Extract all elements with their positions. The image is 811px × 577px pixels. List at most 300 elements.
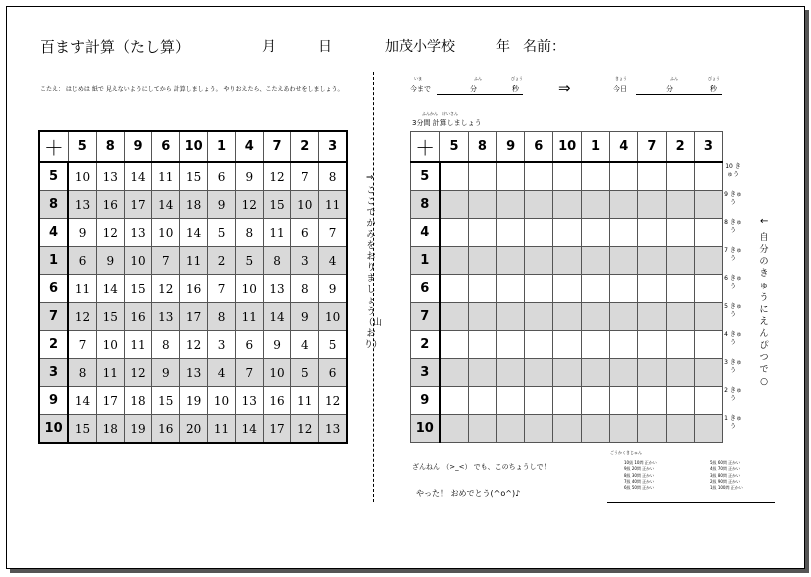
ranking-entry: 2級 90問 正かい (710, 478, 741, 484)
answer-cell: 10 (96, 331, 124, 359)
answer-cell: 6 (235, 331, 263, 359)
score-level: 9 きゅう (724, 191, 742, 206)
answer-input-cell[interactable] (694, 247, 722, 275)
score-level: 10 きゅう (725, 163, 741, 178)
answer-cell: 11 (68, 275, 96, 303)
answer-cell: 8 (68, 359, 96, 387)
row-header: 4 (411, 219, 440, 247)
ranking-underline (607, 502, 775, 503)
answer-input-cell[interactable] (440, 162, 469, 191)
answer-cell: 15 (124, 275, 152, 303)
answer-cell: 10 (319, 303, 347, 331)
score-level: 8 きゅう (724, 219, 742, 234)
answer-cell: 9 (96, 247, 124, 275)
answer-cell: 8 (291, 275, 319, 303)
answer-cell: 10 (124, 247, 152, 275)
answer-input-cell[interactable] (638, 275, 666, 303)
answer-input-cell[interactable] (440, 191, 469, 219)
answer-input-cell[interactable] (553, 247, 582, 275)
answer-cell: 9 (68, 219, 96, 247)
answer-input-cell[interactable] (497, 331, 525, 359)
name-label: 名前： (523, 39, 565, 55)
answer-input-cell[interactable] (525, 219, 553, 247)
row-header: 5 (411, 162, 440, 191)
score-level: 3 きゅう (724, 359, 742, 374)
answer-input-cell[interactable] (581, 415, 609, 443)
ranking-entry: 1級 100問 正かい (710, 485, 743, 491)
answer-input-cell[interactable] (497, 303, 525, 331)
score-level: 7 きゅう (724, 247, 742, 262)
ranking-list-right (710, 460, 743, 491)
answer-cell: 3 (208, 331, 236, 359)
answer-input-cell[interactable] (440, 275, 469, 303)
answer-input-cell[interactable] (468, 359, 496, 387)
answer-cell: 15 (152, 387, 180, 415)
answer-input-cell[interactable] (553, 387, 582, 415)
answer-input-cell[interactable] (610, 275, 638, 303)
answer-input-cell[interactable] (638, 247, 666, 275)
row-header: 2 (39, 331, 68, 359)
answer-input-cell[interactable] (525, 162, 553, 191)
answer-input-cell[interactable] (666, 303, 694, 331)
answer-cell: 12 (235, 191, 263, 219)
answer-cell: 2 (208, 247, 236, 275)
answer-input-cell[interactable] (638, 303, 666, 331)
answer-input-cell[interactable] (581, 162, 609, 191)
answer-input-cell[interactable] (497, 415, 525, 443)
answer-cell: 12 (291, 415, 319, 444)
column-header: 9 (497, 132, 525, 163)
row-header: 3 (411, 359, 440, 387)
answer-input-cell[interactable] (610, 162, 638, 191)
column-header: 7 (263, 131, 291, 162)
answer-input-cell[interactable] (610, 219, 638, 247)
answer-input-cell[interactable] (666, 162, 694, 191)
answer-cell: 17 (180, 303, 208, 331)
row-header: 2 (411, 331, 440, 359)
answer-input-cell[interactable] (694, 191, 722, 219)
ranking-entry: 3級 80問 正かい (710, 472, 741, 478)
answer-input-cell[interactable] (497, 275, 525, 303)
answer-cell: 13 (180, 359, 208, 387)
answer-input-cell[interactable] (553, 415, 582, 443)
answer-cell: 11 (96, 359, 124, 387)
day-label: 日 (318, 39, 332, 55)
answer-input-cell[interactable] (610, 191, 638, 219)
answer-input-cell[interactable] (581, 247, 609, 275)
answer-cell: 11 (263, 219, 291, 247)
answer-grid-row (39, 275, 347, 303)
answer-cell: 8 (319, 162, 347, 191)
answer-grid-row (39, 359, 347, 387)
today-ruby: きょう (615, 76, 627, 81)
answer-input-cell[interactable] (638, 331, 666, 359)
answer-cell: 16 (124, 303, 152, 331)
answer-cell: 18 (124, 387, 152, 415)
answer-input-cell[interactable] (666, 387, 694, 415)
practice-grid-row (411, 275, 723, 303)
answer-cell: 19 (124, 415, 152, 444)
answer-input-cell[interactable] (497, 359, 525, 387)
answer-input-cell[interactable] (638, 191, 666, 219)
score-level: 6 きゅう (724, 275, 742, 290)
answer-cell: 12 (180, 331, 208, 359)
answer-input-cell[interactable] (694, 162, 722, 191)
seconds-ruby-1: びょう (511, 76, 523, 81)
answer-input-cell[interactable] (468, 415, 496, 443)
score-level: 1 きゅう (724, 415, 742, 430)
answer-grid (38, 130, 348, 444)
practice-grid-header-row (411, 132, 723, 163)
practice-grid-row (411, 247, 723, 275)
ranking-entry: 6級 50問 正かい (624, 485, 655, 491)
answer-cell: 13 (124, 219, 152, 247)
answer-input-cell[interactable] (666, 331, 694, 359)
answer-cell: 14 (235, 415, 263, 444)
answer-cell: 10 (291, 191, 319, 219)
row-header: 5 (39, 162, 68, 191)
column-header: 6 (525, 132, 553, 163)
double-arrow-icon: ⇒ (558, 79, 571, 97)
fold-instruction: ここで かみを おりましょう （山おり） (364, 186, 383, 350)
answer-cell: 8 (263, 247, 291, 275)
answer-cell: 9 (263, 331, 291, 359)
row-header: 1 (39, 247, 68, 275)
answer-input-cell[interactable] (581, 303, 609, 331)
answer-input-cell[interactable] (553, 162, 582, 191)
answer-input-cell[interactable] (610, 247, 638, 275)
answer-input-cell[interactable] (468, 219, 496, 247)
year-label: 年 (496, 39, 510, 55)
answer-input-cell[interactable] (638, 162, 666, 191)
answer-input-cell[interactable] (694, 275, 722, 303)
answer-input-cell[interactable] (666, 247, 694, 275)
instructions: こたえ： はじめは 紙で 見えないようにしてから 計算しましょう。 やりおえたら、こたえあわせをしましょう。 (40, 86, 344, 93)
left-arrow-icon: ← (760, 216, 769, 227)
answer-grid-row (39, 162, 347, 191)
answer-input-cell[interactable] (525, 331, 553, 359)
column-header: 5 (68, 131, 96, 162)
answer-cell: 9 (208, 191, 236, 219)
answer-grid-header-row (39, 131, 347, 162)
until-now-ruby: いま (414, 76, 422, 81)
answer-input-cell[interactable] (666, 219, 694, 247)
answer-grid-row (39, 219, 347, 247)
row-header: 3 (39, 359, 68, 387)
row-header: 8 (39, 191, 68, 219)
answer-input-cell[interactable] (581, 275, 609, 303)
answer-input-cell[interactable] (638, 359, 666, 387)
answer-cell: 7 (68, 331, 96, 359)
answer-cell: 7 (235, 359, 263, 387)
row-header: 9 (39, 387, 68, 415)
answer-cell: 19 (180, 387, 208, 415)
answer-input-cell[interactable] (525, 247, 553, 275)
answer-cell: 3 (291, 247, 319, 275)
answer-cell: 12 (96, 219, 124, 247)
answer-input-cell[interactable] (610, 387, 638, 415)
row-header: 10 (411, 415, 440, 443)
answer-cell: 8 (208, 303, 236, 331)
ranking-entry: 5級 60問 正かい (710, 460, 741, 465)
answer-cell: 13 (319, 415, 347, 444)
answer-cell: 4 (208, 359, 236, 387)
answer-input-cell[interactable] (666, 275, 694, 303)
ranking-entry: 7級 40問 正かい (624, 478, 655, 484)
answer-input-cell[interactable] (440, 387, 469, 415)
score-level: 4 きゅう (724, 331, 742, 346)
ranking-title: ごうかくきじゅん (610, 450, 642, 455)
answer-cell: 11 (319, 191, 347, 219)
answer-cell: 15 (263, 191, 291, 219)
answer-input-cell[interactable] (694, 359, 722, 387)
answer-input-cell[interactable] (553, 359, 582, 387)
answer-cell: 16 (263, 387, 291, 415)
answer-input-cell[interactable] (666, 359, 694, 387)
answer-cell: 14 (180, 219, 208, 247)
plus-sign: ＋ (411, 132, 440, 163)
answer-input-cell[interactable] (694, 219, 722, 247)
answer-cell: 5 (235, 247, 263, 275)
answer-cell: 14 (124, 162, 152, 191)
answer-input-cell[interactable] (468, 303, 496, 331)
answer-input-cell[interactable] (440, 303, 469, 331)
answer-input-cell[interactable] (581, 219, 609, 247)
answer-cell: 11 (208, 415, 236, 444)
practice-grid-row (411, 219, 723, 247)
answer-cell: 13 (235, 387, 263, 415)
practice-grid-row (411, 331, 723, 359)
fold-arrow-icon: ⇒ (366, 173, 374, 183)
practice-grid-row (411, 162, 723, 191)
answer-input-cell[interactable] (468, 331, 496, 359)
answer-input-cell[interactable] (610, 415, 638, 443)
answer-cell: 6 (291, 219, 319, 247)
answer-input-cell[interactable] (694, 415, 722, 443)
answer-cell: 13 (68, 191, 96, 219)
column-header: 8 (468, 132, 496, 163)
column-header: 4 (235, 131, 263, 162)
answer-input-cell[interactable] (553, 303, 582, 331)
ranking-list-left (624, 460, 657, 491)
answer-input-cell[interactable] (581, 387, 609, 415)
today-label: 今日 (613, 85, 627, 93)
answer-input-cell[interactable] (497, 247, 525, 275)
minutes-label-1: 分 (470, 85, 477, 93)
row-header: 6 (411, 275, 440, 303)
practice-grid (410, 131, 723, 443)
answer-input-cell[interactable] (468, 387, 496, 415)
row-header: 1 (411, 247, 440, 275)
answer-cell: 10 (152, 219, 180, 247)
answer-cell: 8 (152, 331, 180, 359)
answer-input-cell[interactable] (525, 191, 553, 219)
answer-cell: 10 (208, 387, 236, 415)
answer-input-cell[interactable] (666, 415, 694, 443)
answer-cell: 11 (124, 331, 152, 359)
column-header: 10 (180, 131, 208, 162)
answer-cell: 9 (152, 359, 180, 387)
column-header: 8 (96, 131, 124, 162)
column-header: 2 (666, 132, 694, 163)
answer-cell: 5 (291, 359, 319, 387)
answer-cell: 18 (180, 191, 208, 219)
answer-input-cell[interactable] (525, 359, 553, 387)
answer-cell: 13 (152, 303, 180, 331)
answer-grid-row (39, 247, 347, 275)
answer-cell: 18 (96, 415, 124, 444)
seconds-label-1: 秒 (512, 85, 519, 93)
minutes-label-2: 分 (666, 85, 673, 93)
seconds-ruby-2: びょう (708, 76, 720, 81)
practice-grid-row (411, 387, 723, 415)
answer-input-cell[interactable] (468, 162, 496, 191)
answer-input-cell[interactable] (525, 387, 553, 415)
until-now-line (437, 94, 523, 95)
column-header: 3 (694, 132, 722, 163)
answer-input-cell[interactable] (497, 191, 525, 219)
answer-input-cell[interactable] (553, 219, 582, 247)
practice-grid-row (411, 191, 723, 219)
answer-input-cell[interactable] (581, 359, 609, 387)
answer-cell: 17 (124, 191, 152, 219)
answer-input-cell[interactable] (581, 331, 609, 359)
answer-cell: 7 (319, 219, 347, 247)
answer-cell: 14 (263, 303, 291, 331)
answer-input-cell[interactable] (610, 303, 638, 331)
answer-cell: 13 (96, 162, 124, 191)
until-now-label: 今まで (410, 85, 431, 93)
answer-input-cell[interactable] (638, 387, 666, 415)
column-header: 5 (440, 132, 469, 163)
school-name: 加茂小学校 (385, 39, 455, 55)
answer-cell: 11 (291, 387, 319, 415)
answer-input-cell[interactable] (497, 219, 525, 247)
answer-input-cell[interactable] (610, 359, 638, 387)
ranking-entry: 4級 70問 正かい (710, 466, 741, 472)
answer-cell: 6 (319, 359, 347, 387)
worksheet-title: 百ます計算（たし算） (40, 38, 191, 56)
answer-cell: 12 (68, 303, 96, 331)
answer-grid-row (39, 303, 347, 331)
answer-cell: 11 (235, 303, 263, 331)
answer-input-cell[interactable] (581, 191, 609, 219)
answer-cell: 17 (263, 415, 291, 444)
score-level: 2 きゅう (724, 387, 742, 402)
answer-cell: 16 (180, 275, 208, 303)
timer-instruction-ruby: ふんかん けいさん (422, 111, 458, 116)
answer-cell: 14 (96, 275, 124, 303)
ranking-entry: 9級 20問 正かい (624, 466, 655, 472)
answer-cell: 12 (152, 275, 180, 303)
column-header: 10 (553, 132, 582, 163)
answer-grid-row (39, 415, 347, 444)
answer-input-cell[interactable] (440, 219, 469, 247)
answer-cell: 12 (263, 162, 291, 191)
score-level: 5 きゅう (724, 303, 742, 318)
answer-cell: 15 (96, 303, 124, 331)
answer-grid-row (39, 387, 347, 415)
answer-cell: 5 (208, 219, 236, 247)
answer-cell: 15 (180, 162, 208, 191)
answer-input-cell[interactable] (610, 331, 638, 359)
answer-input-cell[interactable] (525, 415, 553, 443)
practice-grid-row (411, 415, 723, 443)
answer-cell: 13 (263, 275, 291, 303)
answer-cell: 9 (291, 303, 319, 331)
answer-input-cell[interactable] (694, 331, 722, 359)
row-header: 7 (411, 303, 440, 331)
answer-input-cell[interactable] (694, 303, 722, 331)
answer-input-cell[interactable] (440, 247, 469, 275)
ranking-entry: 10級 10問 正かい (624, 460, 657, 465)
answer-cell: 9 (319, 275, 347, 303)
answer-cell: 20 (180, 415, 208, 444)
answer-cell: 10 (263, 359, 291, 387)
answer-cell: 11 (152, 162, 180, 191)
practice-grid-row (411, 359, 723, 387)
column-header: 1 (581, 132, 609, 163)
encouragement-try-again: ざんねん （>_<） でも、このちょうしで！ (412, 463, 551, 471)
column-header: 1 (208, 131, 236, 162)
answer-input-cell[interactable] (497, 387, 525, 415)
answer-input-cell[interactable] (440, 415, 469, 443)
goal-instruction: 自分のきゅうに えんぴつで○ (759, 233, 769, 387)
answer-cell: 12 (319, 387, 347, 415)
answer-input-cell[interactable] (440, 359, 469, 387)
answer-input-cell[interactable] (497, 162, 525, 191)
answer-input-cell[interactable] (638, 415, 666, 443)
answer-input-cell[interactable] (525, 303, 553, 331)
answer-input-cell[interactable] (666, 191, 694, 219)
answer-cell: 4 (291, 331, 319, 359)
timer-instruction: 3分間 計算しましょう (412, 119, 482, 127)
encouragement-success: やった！ おめでとう(^o^)♪ (416, 489, 521, 498)
row-header: 6 (39, 275, 68, 303)
row-header: 7 (39, 303, 68, 331)
answer-cell: 6 (68, 247, 96, 275)
answer-input-cell[interactable] (468, 247, 496, 275)
answer-input-cell[interactable] (638, 219, 666, 247)
answer-cell: 16 (96, 191, 124, 219)
minutes-ruby-2: ふん (670, 76, 678, 81)
answer-input-cell[interactable] (440, 331, 469, 359)
column-header: 9 (124, 131, 152, 162)
answer-cell: 7 (208, 275, 236, 303)
row-header: 9 (411, 387, 440, 415)
answer-cell: 10 (68, 162, 96, 191)
row-header: 4 (39, 219, 68, 247)
answer-cell: 7 (291, 162, 319, 191)
answer-input-cell[interactable] (553, 331, 582, 359)
column-header: 3 (319, 131, 347, 162)
answer-input-cell[interactable] (525, 275, 553, 303)
answer-cell: 17 (96, 387, 124, 415)
answer-cell: 5 (319, 331, 347, 359)
column-header: 7 (638, 132, 666, 163)
answer-cell: 15 (68, 415, 96, 444)
ranking-entry: 8級 30問 正かい (624, 472, 655, 478)
answer-input-cell[interactable] (468, 275, 496, 303)
answer-cell: 16 (152, 415, 180, 444)
answer-input-cell[interactable] (553, 191, 582, 219)
column-header: 2 (291, 131, 319, 162)
answer-cell: 9 (235, 162, 263, 191)
answer-input-cell[interactable] (468, 191, 496, 219)
column-header: 6 (152, 131, 180, 162)
answer-input-cell[interactable] (553, 275, 582, 303)
answer-input-cell[interactable] (694, 387, 722, 415)
